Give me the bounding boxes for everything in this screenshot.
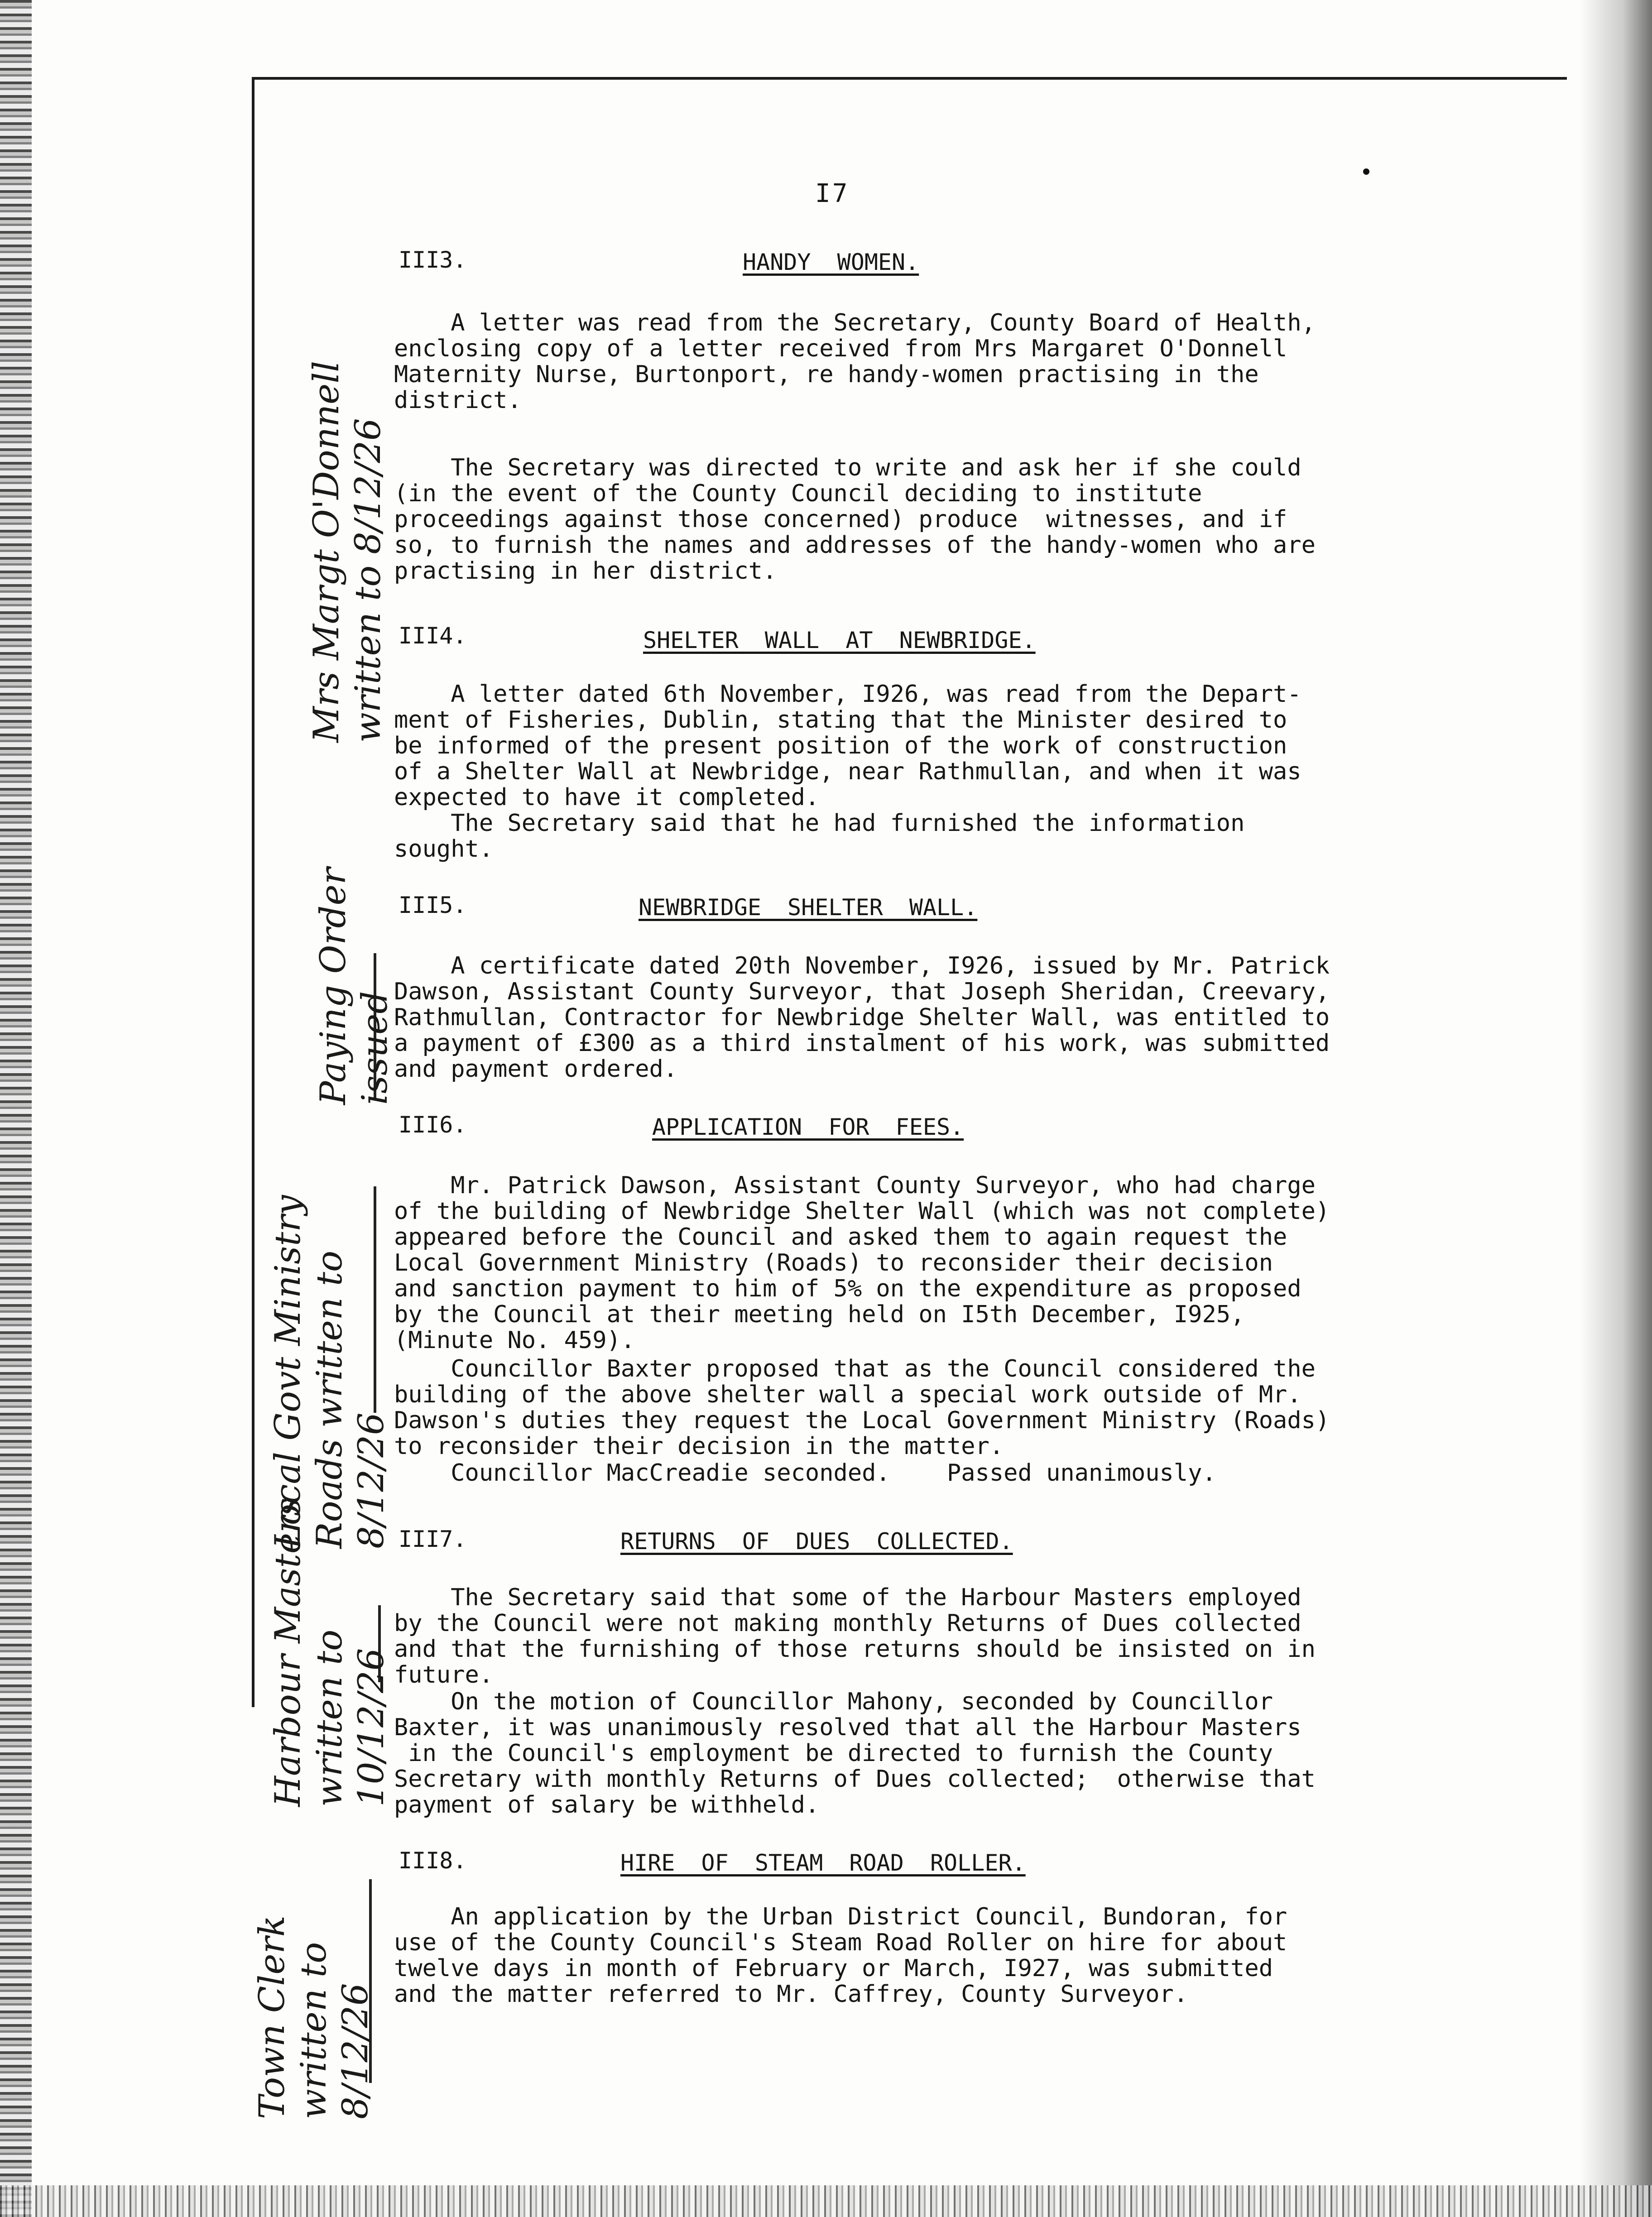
item-paragraph: Councillor MacCreadie seconded. Passed unanimously. [394,1459,1216,1487]
handwritten-annotation: Mrs Margt O'Donnell written to 8/12/26 [306,360,389,743]
item-number: III8. [399,1848,467,1874]
item-paragraph: The Secretary was directed to write and ask her if she could (in the event of the County Council deciding to institute proceedings against those concerned) produce witnesses, and if so, to furnish the names and addresses of the handy-women who are practising in her district. [394,454,1316,585]
item-heading: NEWBRIDGE SHELTER WALL. [639,894,978,921]
item-number: III6. [399,1112,467,1138]
item-paragraph: The Secretary said that some of the Harbour Masters employed by the Council were not making monthly Returns of Dues collected and that the furnishing of those returns should be insisted on in future. [394,1584,1316,1689]
ink-speck [1363,168,1369,175]
handwritten-annotation: Local Govt Ministry Roads written to 8/12/26 [268,1195,392,1549]
scan-edge-right [1580,0,1652,2217]
item-paragraph: Councillor Baxter proposed that as the Council considered the building of the above shelter wall a special work outside of Mr. Dawson's duties they request the Local Government Ministry (Roads) to reconsider their decision in the matter. [394,1355,1330,1460]
page-frame-top [254,77,1567,80]
item-heading: HIRE OF STEAM ROAD ROLLER. [620,1850,1026,1876]
item-heading: RETURNS OF DUES COLLECTED. [620,1528,1013,1555]
item-paragraph: An application by the Urban District Council, Bundoran, for use of the County Council's Steam Road Roller on hire for about twelve days in month of February or March, I927, was submitted and the matter referred to Mr. Caffrey, County Surveyor. [394,1903,1287,2008]
handwritten-annotation: Town Clerk written to 8/12/26 [252,1915,376,2119]
scan-edge-left [0,0,32,2217]
page-frame-left [252,77,255,1707]
page-number: I7 [815,179,850,208]
item-heading: HANDY WOMEN. [743,249,919,275]
handwritten-annotation: Harbour Masters written to 10/12/26 [268,1497,392,1807]
item-heading: SHELTER WALL AT NEWBRIDGE. [643,627,1036,653]
item-paragraph: On the motion of Councillor Mahony, seconded by Councillor Baxter, it was unanimously resolved that all the Harbour Masters in the Council's employment be directed to furnish the County Secretary with monthly Returns of Dues collected; otherwise that payment of salary be withheld. [394,1688,1316,1819]
item-paragraph: A certificate dated 20th November, I926, issued by Mr. Patrick Dawson, Assistant County Surveyor, that Joseph Sheridan, Creevary, Rathmullan, Contractor for Newbridge Shelter Wall, was entitled to a payment of £300 as a third instalment of his work, was submitted and payment ordered. [394,952,1330,1083]
item-paragraph: A letter was read from the Secretary, County Board of Health, enclosing copy of a letter received from Mrs Margaret O'Donnell Maternity Nurse, Burtonport, re handy-women practising in the district. [394,309,1316,414]
handwritten-annotation: Paying Order issued [313,867,395,1105]
item-number: III4. [399,623,467,649]
item-heading: APPLICATION FOR FEES. [652,1114,964,1140]
item-number: III3. [399,247,467,273]
scan-edge-bottom [0,2185,1652,2217]
item-paragraph: Mr. Patrick Dawson, Assistant County Surveyor, who had charge of the building of Newbridge Shelter Wall (which was not complete) appeared before the Council and asked them to again request the Local Government Ministry (Roads) to reconsider their decision and sanction payment to him of 5% on the expenditure as proposed by the Council at their meeting held on I5th December, I925, (Minute No. 459). [394,1172,1330,1354]
item-number: III5. [399,892,467,918]
item-number: III7. [399,1526,467,1552]
item-paragraph: The Secretary said that he had furnished the information sought. [394,810,1245,863]
item-paragraph: A letter dated 6th November, I926, was read from the Depart- ment of Fisheries, Dublin, stating that the Minister desired to be informed of the present position of the work of construction of a Shelter Wall at Newbridge, near Rathmullan, and when it was expected to have it completed. [394,681,1301,811]
